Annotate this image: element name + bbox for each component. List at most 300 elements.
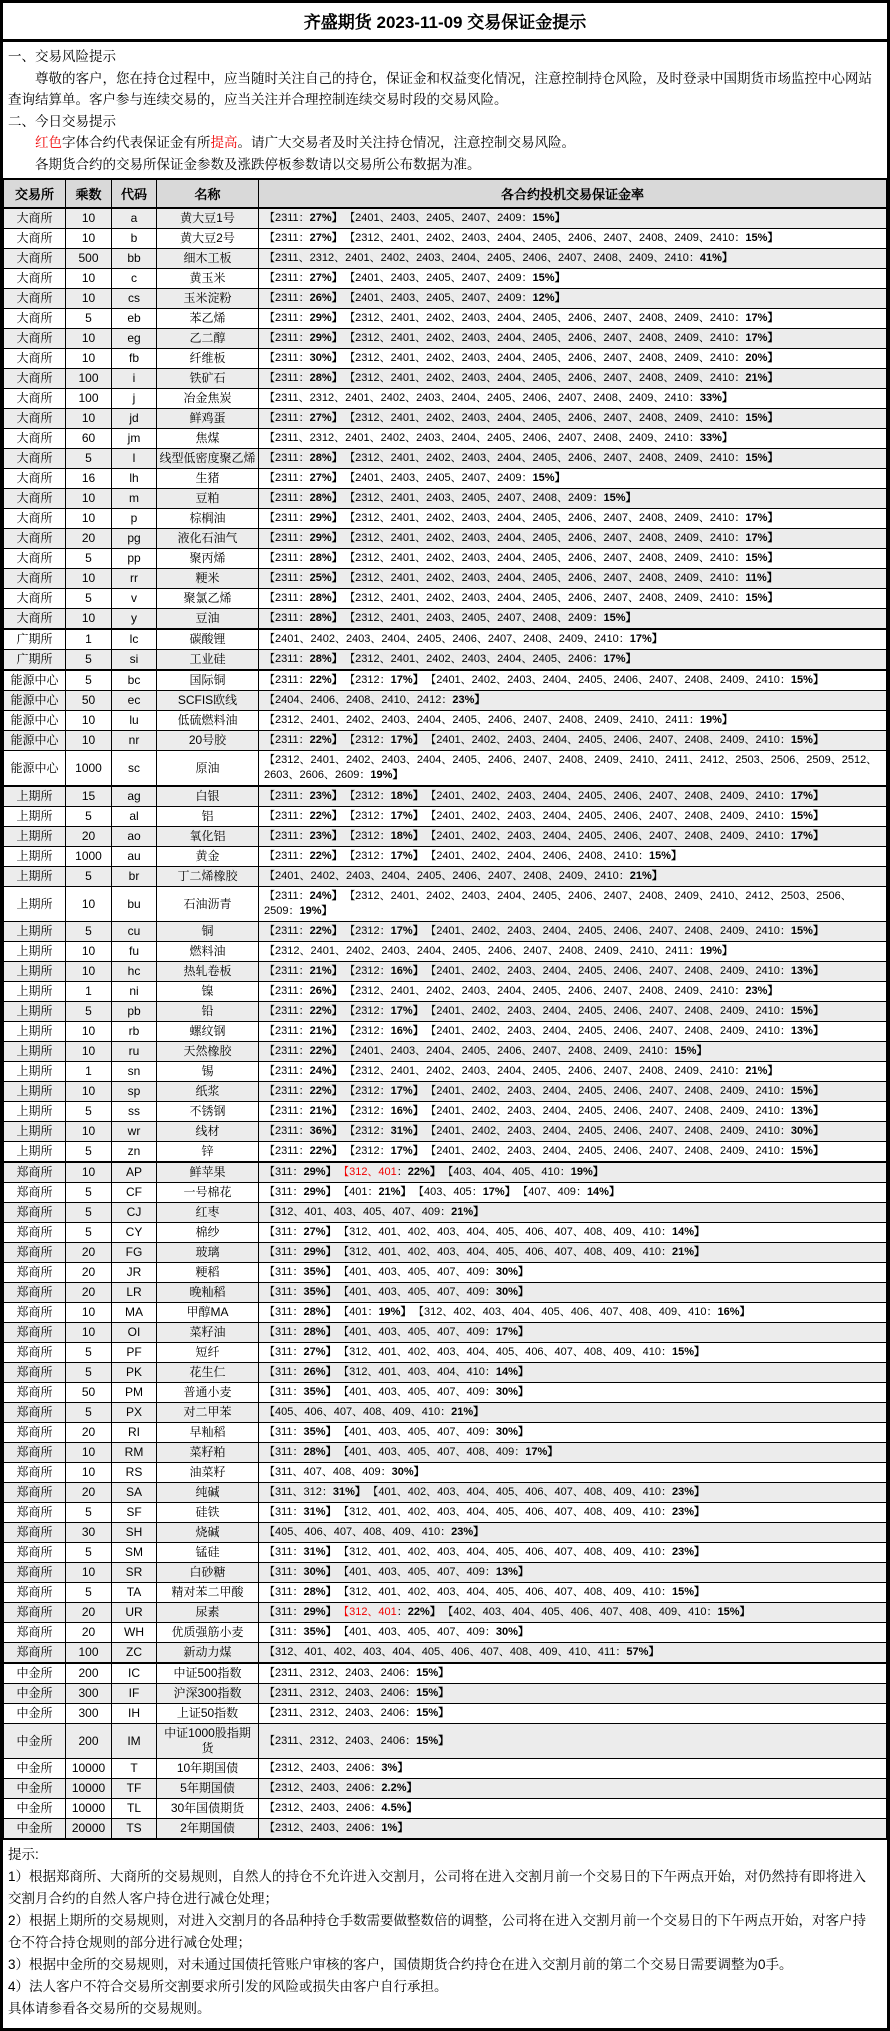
margin-rates-cell xyxy=(259,389,887,409)
table-row xyxy=(4,1623,887,1643)
code-cell: pg xyxy=(112,529,157,549)
multiplier-cell: 5 xyxy=(66,1002,112,1022)
code-cell: sn xyxy=(112,1062,157,1082)
margin-table-body xyxy=(4,208,887,1839)
contract-group: 【2312、2401、2402、2403、2404、2405、2406、2407、2408、2409、2410、2411：19%】 xyxy=(264,714,733,726)
name-cell: 棉纱 xyxy=(157,1223,259,1243)
code-cell: ag xyxy=(112,786,157,807)
margin-rates-cell xyxy=(259,1343,887,1363)
code-cell: bc xyxy=(112,670,157,691)
exchange-cell: 中金所 xyxy=(4,1684,66,1704)
exchange-cell: 郑商所 xyxy=(4,1243,66,1263)
multiplier-cell: 5 xyxy=(66,1363,112,1383)
table-row xyxy=(4,1263,887,1283)
multiplier-cell: 10 xyxy=(66,269,112,289)
contract-group: 【2312：16%】 xyxy=(349,1025,424,1037)
margin-rates-cell xyxy=(259,449,887,469)
code-cell: TF xyxy=(112,1779,157,1799)
contract-group: 【2311、2312、2401、2402、2403、2404、2405、2406、2407、2408、2409、2410：33%】 xyxy=(264,432,733,444)
margin-rates-cell xyxy=(259,1002,887,1022)
margin-rates-cell xyxy=(259,1022,887,1042)
contract-group: 【311：26%】 xyxy=(264,1366,337,1378)
notes-section xyxy=(3,1840,887,2028)
name-cell: 白银 xyxy=(157,786,259,807)
table-row xyxy=(4,1082,887,1102)
name-cell: 铜 xyxy=(157,922,259,942)
contract-group: 【2401、2402、2404、2406、2408、2410：15%】 xyxy=(430,850,683,862)
exchange-cell: 中金所 xyxy=(4,1799,66,1819)
contract-group: 【2312、2401、2403、2405、2407、2408、2409：15%】 xyxy=(349,492,637,504)
code-cell: UR xyxy=(112,1603,157,1623)
table-row xyxy=(4,549,887,569)
table-row xyxy=(4,786,887,807)
contract-group: 【2311、2312、2403、2406：15%】 xyxy=(264,1667,450,1679)
contract-group: 【2311：23%】 xyxy=(264,830,343,842)
exchange-cell: 上期所 xyxy=(4,847,66,867)
multiplier-cell: 300 xyxy=(66,1704,112,1724)
multiplier-cell: 10 xyxy=(66,731,112,751)
contract-group: 【311：35%】 xyxy=(264,1386,337,1398)
exchange-cell: 大商所 xyxy=(4,409,66,429)
margin-rates-cell xyxy=(259,1563,887,1583)
table-row xyxy=(4,1704,887,1724)
code-cell: au xyxy=(112,847,157,867)
multiplier-cell: 5 xyxy=(66,1343,112,1363)
name-header: 名称 xyxy=(157,179,259,208)
margin-rates-cell xyxy=(259,827,887,847)
contract-group: 【2401、2403、2405、2407、2409：15%】 xyxy=(349,472,566,484)
multiplier-cell: 5 xyxy=(66,309,112,329)
contract-group: 【401、403、405、407、409：17%】 xyxy=(343,1326,529,1338)
exchange-cell: 能源中心 xyxy=(4,751,66,787)
code-cell: MA xyxy=(112,1303,157,1323)
contract-group: 【311：27%】 xyxy=(264,1226,337,1238)
contract-group: 【2311：29%】 xyxy=(264,332,343,344)
exchange-cell: 中金所 xyxy=(4,1724,66,1759)
table-row xyxy=(4,1603,887,1623)
contract-group: 【2401、2402、2403、2404、2405、2406、2407、2408、2409、2410：15%】 xyxy=(430,1085,824,1097)
name-cell: 黄大豆2号 xyxy=(157,229,259,249)
code-cell: lu xyxy=(112,711,157,731)
multiplier-cell: 10 xyxy=(66,711,112,731)
note-item: 2）根据上期所的交易规则，对进入交割月的各品种持仓手数需要做整数倍的调整，公司将在进入交割月前一个交易日的下午两点开始，对客户持仓不符合持仓规则的部分进行减仓处理； xyxy=(8,1913,867,1950)
contract-group: 【401：19%】 xyxy=(343,1306,412,1318)
contract-group: 【312、401、402、403、404、405、406、407、408、409、410：15%】 xyxy=(343,1586,705,1598)
multiplier-cell: 10 xyxy=(66,942,112,962)
contract-group: 【2312、2401、2402、2403、2404、2405、2406、2407、2408、2409、2410：11%】 xyxy=(349,572,778,584)
margin-rates-cell xyxy=(259,1523,887,1543)
code-cell: PF xyxy=(112,1343,157,1363)
code-cell: LR xyxy=(112,1283,157,1303)
multiplier-cell: 200 xyxy=(66,1663,112,1684)
contract-group: 【2401、2402、2403、2404、2405、2406、2407、2408、2409、2410：15%】 xyxy=(430,1145,824,1157)
name-cell: 石油沥青 xyxy=(157,887,259,922)
table-row xyxy=(4,1162,887,1183)
exchange-cell: 大商所 xyxy=(4,369,66,389)
margin-rates-cell xyxy=(259,711,887,731)
multiplier-cell: 5 xyxy=(66,1102,112,1122)
name-cell: 铅 xyxy=(157,1002,259,1022)
contract-group: 【312、401、402、403、404、405、406、407、408、409、410：14%】 xyxy=(343,1226,705,1238)
code-cell: lh xyxy=(112,469,157,489)
code-cell: IF xyxy=(112,1684,157,1704)
code-cell: eg xyxy=(112,329,157,349)
multiplier-cell: 10000 xyxy=(66,1799,112,1819)
table-row xyxy=(4,309,887,329)
contract-group: 【311：28%】 xyxy=(264,1306,337,1318)
exchange-cell: 广期所 xyxy=(4,629,66,650)
multiplier-cell: 5 xyxy=(66,1543,112,1563)
contract-group: 【2312、2403、2406：4.5%】 xyxy=(264,1802,418,1814)
name-cell: 一号棉花 xyxy=(157,1183,259,1203)
table-row xyxy=(4,1403,887,1423)
exchange-cell: 中金所 xyxy=(4,1779,66,1799)
multiplier-cell: 100 xyxy=(66,389,112,409)
multiplier-cell: 500 xyxy=(66,249,112,269)
code-cell: i xyxy=(112,369,157,389)
exchange-cell: 上期所 xyxy=(4,942,66,962)
margin-rates-cell xyxy=(259,1162,887,1183)
exchange-cell: 上期所 xyxy=(4,1062,66,1082)
contract-group: 【2312、2403、2406：3%】 xyxy=(264,1762,409,1774)
margin-rates-header: 各合约投机交易保证金率 xyxy=(259,179,887,208)
name-cell: 热轧卷板 xyxy=(157,962,259,982)
margin-rates-cell xyxy=(259,1122,887,1142)
multiplier-cell: 1000 xyxy=(66,751,112,787)
name-cell: 优质强筋小麦 xyxy=(157,1623,259,1643)
exchange-cell: 郑商所 xyxy=(4,1483,66,1503)
contract-group: 【312、401、402、403、404、405、406、407、408、409、410：23%】 xyxy=(343,1546,705,1558)
name-cell: 对二甲苯 xyxy=(157,1403,259,1423)
exchange-cell: 上期所 xyxy=(4,1122,66,1142)
margin-rates-cell xyxy=(259,1142,887,1163)
table-row xyxy=(4,650,887,671)
name-cell: 尿素 xyxy=(157,1603,259,1623)
exchange-cell: 大商所 xyxy=(4,469,66,489)
code-cell: CF xyxy=(112,1183,157,1203)
multiplier-cell: 1000 xyxy=(66,847,112,867)
name-cell: 棕榈油 xyxy=(157,509,259,529)
contract-group: 【312、401：22%】 xyxy=(343,1606,441,1618)
table-row xyxy=(4,589,887,609)
code-cell: ss xyxy=(112,1102,157,1122)
margin-rates-cell xyxy=(259,329,887,349)
multiplier-cell: 5 xyxy=(66,549,112,569)
contract-group: 【2401、2402、2403、2404、2405、2406、2407、2408、2409、2410：30%】 xyxy=(430,1125,824,1137)
name-cell: 豆油 xyxy=(157,609,259,630)
name-cell: 玉米淀粉 xyxy=(157,289,259,309)
margin-rates-cell xyxy=(259,867,887,887)
margin-rates-cell xyxy=(259,1403,887,1423)
table-row xyxy=(4,867,887,887)
table-row xyxy=(4,229,887,249)
exchange-cell: 大商所 xyxy=(4,249,66,269)
table-row xyxy=(4,269,887,289)
code-cell: al xyxy=(112,807,157,827)
margin-rates-cell xyxy=(259,751,887,787)
table-row xyxy=(4,629,887,650)
notice-text: 字体合约代表保证金有所 xyxy=(62,135,211,150)
margin-rates-cell xyxy=(259,609,887,630)
exchange-cell: 郑商所 xyxy=(4,1263,66,1283)
margin-rates-cell xyxy=(259,1223,887,1243)
table-row xyxy=(4,249,887,269)
contract-group: 【2312：16%】 xyxy=(349,965,424,977)
name-cell: 烧碱 xyxy=(157,1523,259,1543)
margin-rates-cell xyxy=(259,208,887,229)
margin-rates-cell xyxy=(259,569,887,589)
margin-rates-cell xyxy=(259,942,887,962)
table-row xyxy=(4,1062,887,1082)
code-cell: RM xyxy=(112,1443,157,1463)
table-row xyxy=(4,1203,887,1223)
contract-group: 【2312、2401、2402、2403、2404、2405、2406、2407、2408、2409、2410、2411：19%】 xyxy=(264,945,733,957)
contract-group: 【2311：36%】 xyxy=(264,1125,343,1137)
code-cell: v xyxy=(112,589,157,609)
multiplier-cell: 16 xyxy=(66,469,112,489)
contract-group: 【311：35%】 xyxy=(264,1266,337,1278)
table-row xyxy=(4,1819,887,1840)
contract-group: 【403、404、405、410：19%】 xyxy=(447,1166,604,1178)
multiplier-cell: 5 xyxy=(66,1503,112,1523)
multiplier-cell: 10 xyxy=(66,1563,112,1583)
exchange-cell: 大商所 xyxy=(4,589,66,609)
multiplier-cell: 30 xyxy=(66,1523,112,1543)
name-cell: 粳米 xyxy=(157,569,259,589)
table-row xyxy=(4,670,887,691)
multiplier-header: 乘数 xyxy=(66,179,112,208)
code-cell: m xyxy=(112,489,157,509)
margin-rates-cell xyxy=(259,1643,887,1664)
name-cell: 中证500指数 xyxy=(157,1663,259,1684)
contract-group: 【2401、2403、2405、2407、2409：12%】 xyxy=(349,292,566,304)
exchange-cell: 郑商所 xyxy=(4,1583,66,1603)
exchange-cell: 能源中心 xyxy=(4,731,66,751)
name-cell: 液化石油气 xyxy=(157,529,259,549)
contract-group: 【2401、2402、2403、2404、2405、2406、2407、2408、2409、2410：15%】 xyxy=(430,674,824,686)
contract-group: 【2312：17%】 xyxy=(349,1005,424,1017)
contract-group: 【311：35%】 xyxy=(264,1626,337,1638)
contract-group: 【2311：23%】 xyxy=(264,790,343,802)
margin-rates-cell xyxy=(259,807,887,827)
name-cell: 30年国债期货 xyxy=(157,1799,259,1819)
contract-group: 【311：28%】 xyxy=(264,1586,337,1598)
code-cell: wr xyxy=(112,1122,157,1142)
exchange-cell: 大商所 xyxy=(4,229,66,249)
code-cell: IH xyxy=(112,1704,157,1724)
table-row xyxy=(4,489,887,509)
margin-rates-cell xyxy=(259,847,887,867)
multiplier-cell: 5 xyxy=(66,589,112,609)
multiplier-cell: 10 xyxy=(66,489,112,509)
contract-group: 【2401、2402、2403、2404、2405、2406、2407、2408、2409、2410：21%】 xyxy=(264,870,663,882)
table-row xyxy=(4,569,887,589)
table-row xyxy=(4,1503,887,1523)
table-row xyxy=(4,1523,887,1543)
multiplier-cell: 20 xyxy=(66,1423,112,1443)
margin-rates-cell xyxy=(259,529,887,549)
exchange-cell: 能源中心 xyxy=(4,670,66,691)
contract-group: 【311：31%】 xyxy=(264,1506,337,1518)
name-cell: 菜籽油 xyxy=(157,1323,259,1343)
exchange-cell: 郑商所 xyxy=(4,1183,66,1203)
table-row xyxy=(4,1122,887,1142)
name-cell: 锡 xyxy=(157,1062,259,1082)
margin-rates-cell xyxy=(259,1363,887,1383)
table-row xyxy=(4,1323,887,1343)
code-cell: PK xyxy=(112,1363,157,1383)
code-cell: sp xyxy=(112,1082,157,1102)
code-cell: p xyxy=(112,509,157,529)
multiplier-cell: 5 xyxy=(66,922,112,942)
multiplier-cell: 5 xyxy=(66,1183,112,1203)
margin-rates-cell xyxy=(259,1383,887,1403)
today-section-heading: 二、今日交易提示 xyxy=(8,113,116,129)
name-cell: 苯乙烯 xyxy=(157,309,259,329)
code-cell: CY xyxy=(112,1223,157,1243)
table-header-row xyxy=(4,179,887,208)
contract-group: 【401、403、405、407、409：13%】 xyxy=(343,1566,529,1578)
name-cell: 燃料油 xyxy=(157,942,259,962)
name-cell: 冶金焦炭 xyxy=(157,389,259,409)
margin-rates-cell xyxy=(259,1724,887,1759)
contract-group: 【312、402、403、404、405、406、407、408、409、410：16%】 xyxy=(418,1306,751,1318)
notes-footer: 具体请参看各交易所的交易规则。 xyxy=(8,2001,211,2016)
table-row xyxy=(4,1002,887,1022)
exchange-cell: 中金所 xyxy=(4,1819,66,1840)
multiplier-cell: 5 xyxy=(66,650,112,671)
margin-rates-cell xyxy=(259,1443,887,1463)
table-row xyxy=(4,449,887,469)
multiplier-cell: 50 xyxy=(66,691,112,711)
multiplier-cell: 5 xyxy=(66,449,112,469)
contract-group: 【2312、2401、2402、2403、2404、2405、2406、2407、2408、2409、2410、2411、2412、2503、2506、2509、2512、2603、2606、2609：19%】 xyxy=(264,754,878,781)
multiplier-cell: 100 xyxy=(66,1643,112,1664)
exchange-cell: 大商所 xyxy=(4,529,66,549)
note-item: 3）根据中金所的交易规则，对未通过国债托管账户审核的客户，国债期货合约持仓在进入交割月前的第二个交易日需要调整为0手。 xyxy=(8,1957,793,1972)
table-row xyxy=(4,1779,887,1799)
table-row xyxy=(4,847,887,867)
multiplier-cell: 5 xyxy=(66,670,112,691)
table-row xyxy=(4,1183,887,1203)
margin-rates-cell xyxy=(259,249,887,269)
margin-rates-cell xyxy=(259,1623,887,1643)
code-cell: a xyxy=(112,208,157,229)
multiplier-cell: 15 xyxy=(66,786,112,807)
table-row xyxy=(4,751,887,787)
code-cell: T xyxy=(112,1759,157,1779)
code-cell: JR xyxy=(112,1263,157,1283)
margin-rates-cell xyxy=(259,1263,887,1283)
contract-group: 【2311：27%】 xyxy=(264,472,343,484)
contract-group: 【312、401、403、404、410：14%】 xyxy=(343,1366,529,1378)
contract-group: 【2312、2401、2402、2403、2404、2405、2406、2407、2408、2409、2410：15%】 xyxy=(349,232,779,244)
name-cell: 2年期国债 xyxy=(157,1819,259,1840)
name-cell: 氧化铝 xyxy=(157,827,259,847)
contract-group: 【2401、2402、2403、2404、2405、2406、2407、2408、2409、2410：17%】 xyxy=(430,790,824,802)
margin-rates-cell xyxy=(259,309,887,329)
table-row xyxy=(4,1383,887,1403)
contract-group: 【2311、2312、2403、2406：15%】 xyxy=(264,1707,450,1719)
contract-group: 【2312：17%】 xyxy=(349,1145,424,1157)
code-cell: pb xyxy=(112,1002,157,1022)
code-cell: IC xyxy=(112,1663,157,1684)
exchange-cell: 大商所 xyxy=(4,489,66,509)
code-cell: TA xyxy=(112,1583,157,1603)
table-row xyxy=(4,1423,887,1443)
contract-group: 【2311：28%】 xyxy=(264,552,343,564)
contract-group: 【311：31%】 xyxy=(264,1546,337,1558)
contract-group: 【311：28%】 xyxy=(264,1326,337,1338)
multiplier-cell: 10 xyxy=(66,962,112,982)
margin-rates-cell xyxy=(259,1799,887,1819)
contract-group: 【312、401、402、403、404、405、406、407、408、409、410：15%】 xyxy=(343,1346,705,1358)
contract-group: 【2312、2401、2402、2403、2404、2405、2406、2407、2408、2409、2410：17%】 xyxy=(349,512,779,524)
table-row xyxy=(4,1243,887,1263)
contract-group: 【2311：21%】 xyxy=(264,1025,343,1037)
multiplier-cell: 10 xyxy=(66,289,112,309)
note-item: 4）法人客户不符合交易所交割要求所引发的风险或损失由客户自行承担。 xyxy=(8,1979,448,1994)
name-cell: 镍 xyxy=(157,982,259,1002)
contract-group: 【2311：28%】 xyxy=(264,592,343,604)
contract-group: 【2401、2402、2403、2404、2405、2406、2407、2408、2409、2410：15%】 xyxy=(430,1005,824,1017)
name-cell: 黄金 xyxy=(157,847,259,867)
code-cell: SM xyxy=(112,1543,157,1563)
exchange-cell: 郑商所 xyxy=(4,1323,66,1343)
multiplier-cell: 100 xyxy=(66,369,112,389)
code-cell: fb xyxy=(112,349,157,369)
exchange-cell: 上期所 xyxy=(4,807,66,827)
table-row xyxy=(4,429,887,449)
exchange-cell: 郑商所 xyxy=(4,1623,66,1643)
contract-group: 【401、403、405、407、409：30%】 xyxy=(343,1426,529,1438)
exchange-cell: 郑商所 xyxy=(4,1223,66,1243)
multiplier-cell: 200 xyxy=(66,1724,112,1759)
multiplier-cell: 20 xyxy=(66,1243,112,1263)
margin-rates-cell xyxy=(259,1243,887,1263)
contract-group: 【2311：30%】 xyxy=(264,352,343,364)
contract-group: 【2311：22%】 xyxy=(264,734,343,746)
disclaimer-line: 各期货合约的交易所保证金参数及涨跌停板参数请以交易所公布数据为准。 xyxy=(35,156,481,172)
multiplier-cell: 20 xyxy=(66,1283,112,1303)
contract-group: 【312、401、402、403、404、405、406、407、408、409、410：21%】 xyxy=(343,1246,705,1258)
contract-group: 【2311、2312、2401、2402、2403、2404、2405、2406、2407、2408、2409、2410：41%】 xyxy=(264,252,733,264)
table-row xyxy=(4,1583,887,1603)
margin-rates-cell xyxy=(259,1759,887,1779)
exchange-cell: 大商所 xyxy=(4,349,66,369)
contract-group: 【2311、2312、2403、2406：15%】 xyxy=(264,1734,450,1747)
multiplier-cell: 50 xyxy=(66,1383,112,1403)
exchange-cell: 大商所 xyxy=(4,509,66,529)
multiplier-cell: 10 xyxy=(66,1022,112,1042)
exchange-cell: 上期所 xyxy=(4,887,66,922)
exchange-cell: 上期所 xyxy=(4,827,66,847)
table-row xyxy=(4,1663,887,1684)
margin-rates-cell xyxy=(259,1183,887,1203)
code-cell: bb xyxy=(112,249,157,269)
contract-group: 【403、405：17%】 xyxy=(418,1186,516,1198)
table-row xyxy=(4,1283,887,1303)
table-row xyxy=(4,942,887,962)
exchange-cell: 上期所 xyxy=(4,1022,66,1042)
name-cell: 短纤 xyxy=(157,1343,259,1363)
margin-rates-cell xyxy=(259,1483,887,1503)
exchange-cell: 中金所 xyxy=(4,1663,66,1684)
contract-group: 【2311：24%】 xyxy=(264,890,343,902)
contract-group: 【2311：29%】 xyxy=(264,532,343,544)
name-cell: 丁二烯橡胶 xyxy=(157,867,259,887)
contract-group: 【2401、2402、2403、2404、2405、2406、2407、2408、2409、2410：13%】 xyxy=(430,1105,824,1117)
